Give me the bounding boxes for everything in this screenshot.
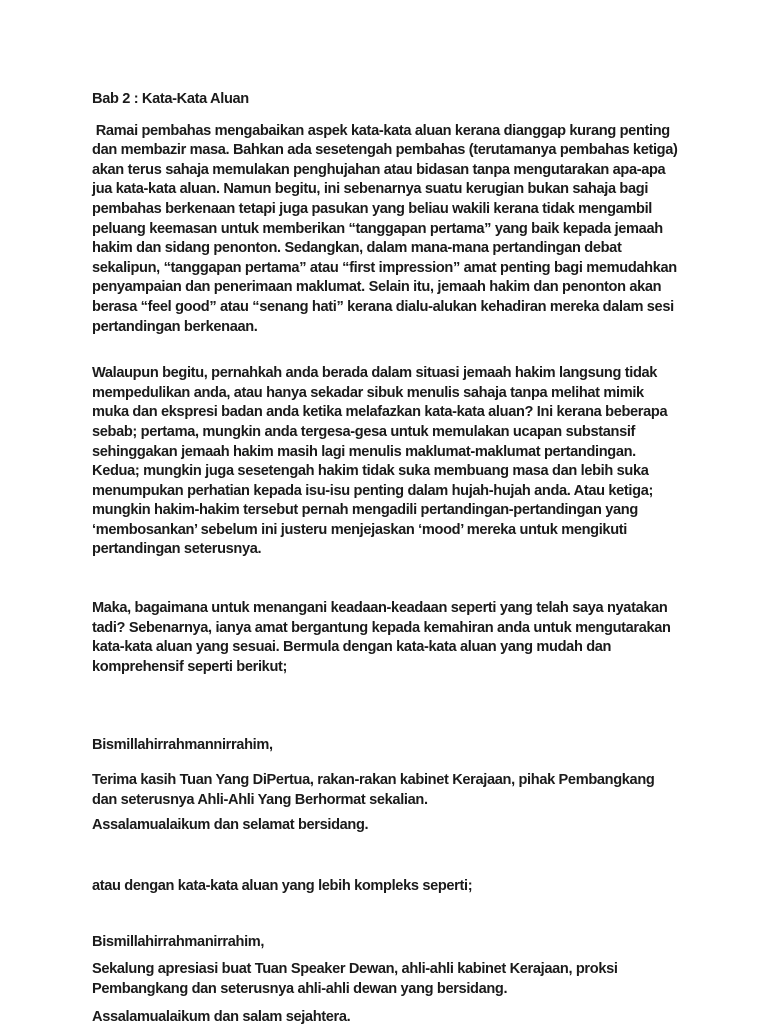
paragraph-maka: Maka, bagaimana untuk menangani keadaan-keadaan seperti yang telah saya nyatakan tadi? Sebenarnya, ianya amat bergantung kepada kemahiran anda untuk mengutarakan kata-kata aluan yang sesuai. Bermula dengan kata-kata aluan yang mudah dan komprehensif seperti berikut; <box>92 600 675 675</box>
document-title: Bab 2 : Kata-Kata Aluan <box>92 91 249 107</box>
paragraph-intro: Ramai pembahas mengabaikan aspek kata-kata aluan kerana dianggap kurang penting dan membazir masa. Bahkan ada sesetengah pembahas (terutamanya pembahas ketiga) akan terus sahaja memulakan penghujahan atau bidasan tanpa mengutarakan apa-apa jua kata-kata aluan. Namun begitu, ini sebenarnya suatu kerugian bukan sahaja bagi pembahas berkenaan tetapi juga pasukan yang beliau wakili kerana tidak mengambil peluang keemasan untuk memberikan “tanggapan pertama” yang baik kepada jemaah hakim dan sidang penonton. Sedangkan, dalam mana-mana pertandingan debat sekalipun, “tanggapan pertama” atau “first impression” amat penting bagi memudahkan penyampaian dan penerimaan maklumat. Selain itu, jemaah hakim dan penonton akan berasa “feel good” atau “senang hati” kerana dialu-alukan kehadiran mereka dalam sesi pertandingan berkenaan. <box>92 122 682 335</box>
paragraph-terima-kasih: Terima kasih Tuan Yang DiPertua, rakan-rakan kabinet Kerajaan, pihak Pembangkang dan seterusnya Ahli-Ahli Yang Berhormat sekalian. <box>92 772 659 808</box>
document-content <box>92 90 680 1024</box>
paragraph-bismillah-2: Bismillahirrahmanirrahim, <box>92 934 265 951</box>
paragraph-assalamualaikum-2: Assalamualaikum dan salam sejahtera. <box>92 1009 351 1024</box>
paragraph-walaupun: Walaupun begitu, pernahkah anda berada dalam situasi jemaah hakim langsung tidak mempedulikan anda, atau hanya sekadar sibuk menulis sahaja tanpa melihat mimik muka dan ekspresi badan anda ketika melafazkan kata-kata aluan? Ini kerana beberapa sebab; pertama, mungkin anda tergesa-gesa untuk memulakan ucapan substansif sehinggakan jemaah hakim masih lagi menulis maklumat-maklumat pertandingan. Kedua; mungkin juga sesetengah hakim tidak suka membuang masa dan lebih suka menumpukan perhatian kepada isu-isu penting dalam hujah-hujah anda. Atau ketiga; mungkin hakim-hakim tersebut pernah mengadili pertandingan-pertandingan yang ‘membosankan’ sebelum ini justeru menjejaskan ‘mood’ mereka untuk mengikuti pertandingan seterusnya. <box>92 365 671 558</box>
paragraph-sekalung: Sekalung apresiasi buat Tuan Speaker Dewan, ahli-ahli kabinet Kerajaan, proksi Pembangkang dan seterusnya ahli-ahli dewan yang bersidang. <box>92 961 622 997</box>
paragraph-atau-dengan: atau dengan kata-kata aluan yang lebih kompleks seperti; <box>92 877 473 894</box>
paragraph-assalamualaikum-1: Assalamualaikum dan selamat bersidang. <box>92 817 369 834</box>
paragraph-bismillah-1: Bismillahirrahmannirrahim, <box>92 737 273 754</box>
